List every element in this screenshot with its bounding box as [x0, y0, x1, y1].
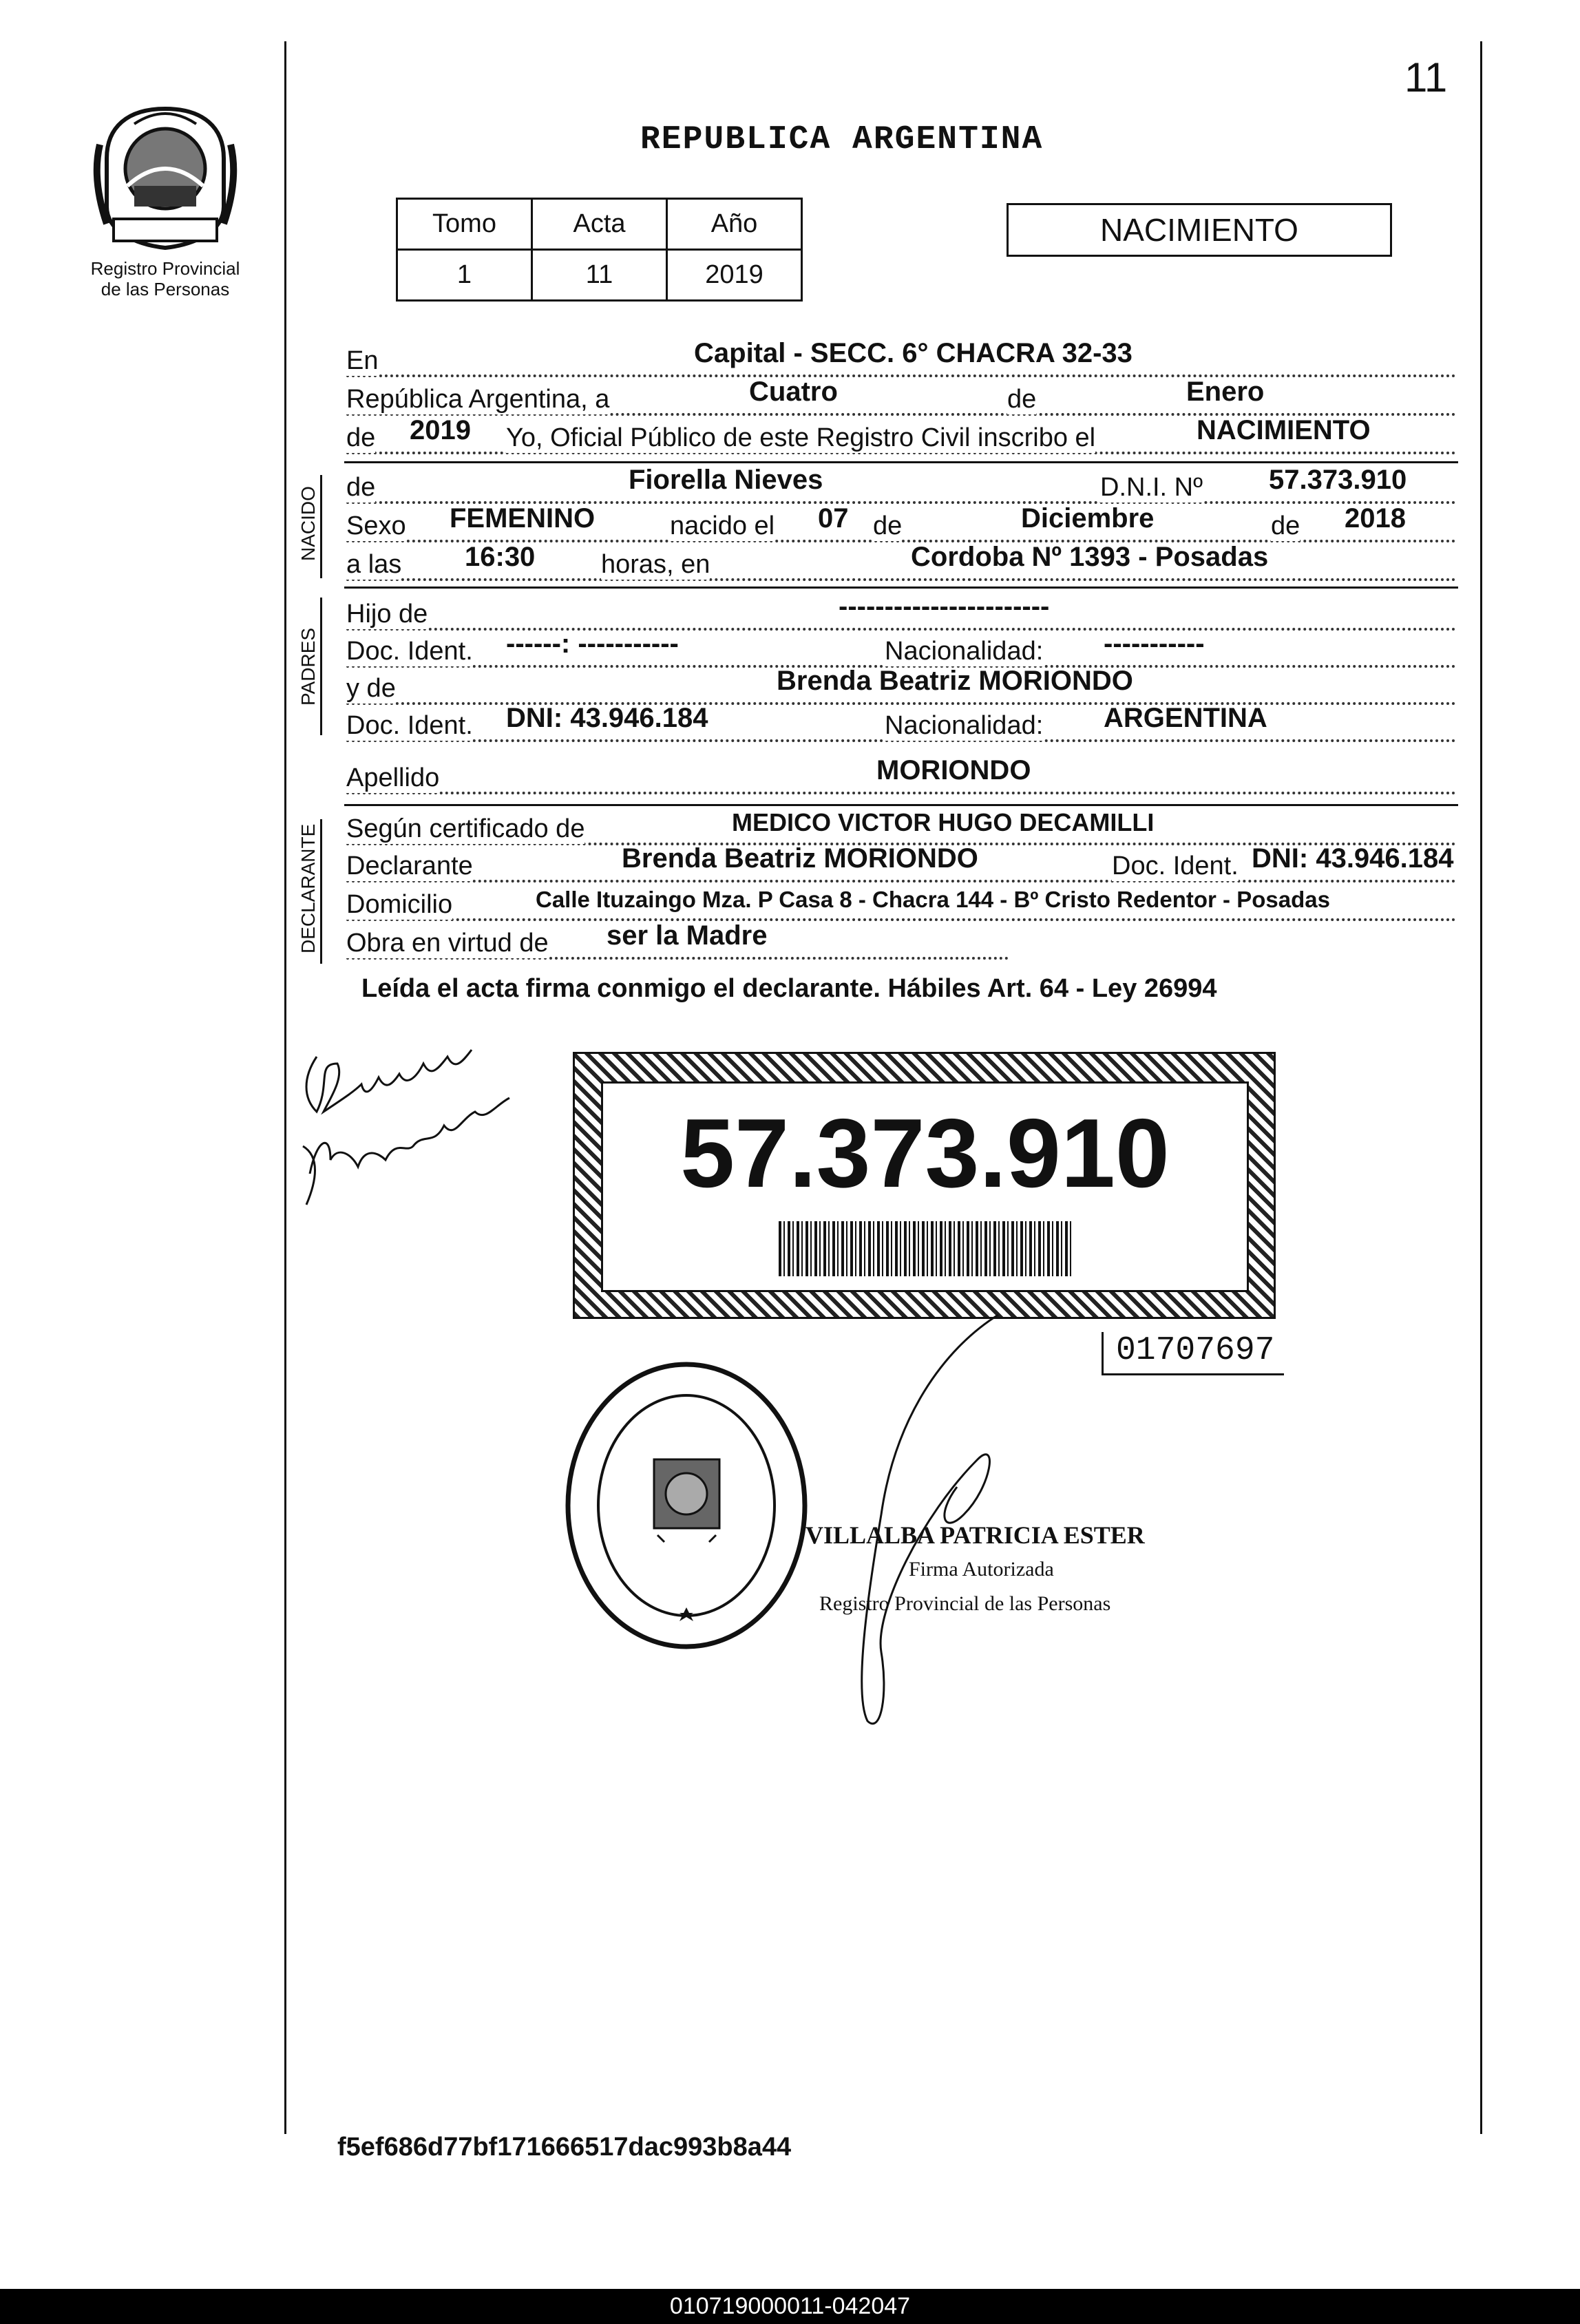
acta-header: Acta: [532, 199, 667, 250]
logo-caption-line1: Registro Provincial: [90, 258, 240, 279]
footer-code: 010719000011-042047: [0, 2289, 1580, 2324]
hora-value: 16:30: [465, 542, 536, 572]
oficial-text: Yo, Oficial Público de este Registro Civil inscribo el: [506, 423, 1096, 452]
row-domicilio: [346, 888, 1456, 925]
anio-value: 2019: [667, 250, 802, 301]
madre-value: Brenda Beatriz MORIONDO: [777, 666, 1133, 696]
hijo-label: Hijo de: [346, 600, 428, 628]
nacido-de-label: de: [346, 473, 376, 502]
row-lugar: [346, 338, 1456, 381]
de-label-2: de: [346, 423, 376, 452]
madre-nac-value: ARGENTINA: [1104, 703, 1267, 733]
certificado-value: MEDICO VICTOR HUGO DECAMILLI: [732, 808, 1155, 836]
page-number: 11: [1404, 54, 1448, 101]
padre-nac-value: -----------: [1104, 628, 1205, 659]
stamp-number: 01707697: [1102, 1332, 1284, 1375]
declarante-doc-label: Doc. Ident.: [1112, 852, 1239, 880]
declarant-signature: [289, 1036, 537, 1218]
en-label: En: [346, 346, 379, 375]
dni-sticker: [573, 1052, 1276, 1319]
dni-barcode: [779, 1221, 1071, 1276]
left-margin-line: [284, 41, 286, 2134]
nac-anio-value: 2018: [1345, 503, 1406, 534]
sexo-value: FEMENINO: [450, 503, 596, 534]
logo-caption: [69, 258, 262, 299]
nacido-el-label: nacido el: [670, 511, 775, 540]
domicilio-label: Domicilio: [346, 890, 453, 919]
row-hora: [346, 542, 1456, 585]
dni-value: 57.373.910: [1269, 465, 1407, 495]
declarante-side-line: [320, 819, 322, 964]
logo-caption-line2: de las Personas: [101, 279, 230, 299]
yde-label: y de: [346, 674, 396, 703]
separator-2: [344, 587, 1458, 589]
madre-doc-label: Doc. Ident.: [346, 711, 473, 740]
dni-label: D.N.I. Nº: [1100, 473, 1203, 502]
declarante-value: Brenda Beatriz MORIONDO: [622, 843, 978, 874]
nac-dia-value: 07: [818, 503, 849, 534]
madre-nac-label: Nacionalidad:: [885, 711, 1044, 740]
row-madre-doc: [346, 703, 1456, 746]
padre-doc-value: ------: -----------: [506, 628, 679, 659]
certificado-label: Según certificado de: [346, 814, 585, 843]
domicilio-value: Calle Ituzaingo Mza. P Casa 8 - Chacra 144 - Bº Cristo Redentor - Posadas: [536, 887, 1330, 912]
official-role: Firma Autorizada: [909, 1558, 1054, 1581]
lugar-value: Capital - SECC. 6° CHACRA 32-33: [694, 338, 1133, 368]
dia-value: Cuatro: [749, 377, 838, 407]
mes-value: Enero: [1186, 377, 1265, 407]
declarante-doc-value: DNI: 43.946.184: [1252, 843, 1454, 874]
apellido-label: Apellido: [346, 763, 440, 792]
official-block: [805, 1518, 1145, 1621]
row-fecha: [346, 377, 1456, 420]
padres-side-line: [320, 598, 322, 735]
registry-seal: [561, 1356, 812, 1659]
apellido-value: MORIONDO: [876, 755, 1031, 785]
acta-value: 11: [532, 250, 667, 301]
declarante-label: Declarante: [346, 852, 473, 880]
obra-label: Obra en virtud de: [346, 929, 549, 958]
separator-3: [344, 804, 1458, 806]
right-margin-line: [1480, 41, 1482, 2134]
tomo-acta-anio-table: [396, 198, 803, 302]
republica-label: República Argentina, a: [346, 385, 610, 414]
separator-1: [344, 461, 1458, 463]
alas-label: a las: [346, 550, 402, 579]
nacido-side-line: [320, 475, 322, 578]
declarante-section-label: DECLARANTE: [297, 823, 319, 953]
row-nombre: [346, 465, 1456, 508]
nac-de-label: de: [873, 511, 903, 540]
document-hash: f5ef686d77bf171666517dac993b8a44: [337, 2133, 792, 2162]
dni-sticker-number: 57.373.910: [680, 1099, 1170, 1208]
padre-nac-label: Nacionalidad:: [885, 637, 1044, 666]
de-label-1: de: [1007, 385, 1037, 414]
tomo-header: Tomo: [397, 199, 532, 250]
tomo-value: 1: [397, 250, 532, 301]
province-logo: [86, 103, 244, 251]
padres-section-label: PADRES: [297, 627, 319, 706]
nacido-section-label: NACIDO: [297, 486, 319, 561]
inscripcion-value: NACIMIENTO: [1197, 415, 1371, 445]
row-declarante: [346, 843, 1456, 887]
row-obra: [346, 920, 1456, 964]
padre-value: -----------------------: [839, 591, 1050, 622]
official-name: VILLALBA PATRICIA ESTER: [805, 1521, 1145, 1549]
row-sexo: [346, 503, 1456, 547]
document-title: REPUBLICA ARGENTINA: [640, 121, 1044, 158]
nac-mes-value: Diciembre: [1021, 503, 1155, 534]
row-apellido: [346, 755, 1456, 799]
padre-doc-label: Doc. Ident.: [346, 637, 473, 666]
anio-header: Año: [667, 199, 802, 250]
nombre-value: Fiorella Nieves: [629, 465, 823, 495]
anio-value-body: 2019: [410, 415, 471, 445]
obra-value: ser la Madre: [607, 920, 768, 951]
nac-lugar-value: Cordoba Nº 1393 - Posadas: [911, 542, 1269, 572]
act-type-box: NACIMIENTO: [1007, 203, 1392, 257]
horas-en-label: horas, en: [601, 550, 710, 579]
official-office: Registro Provincial de las Personas: [819, 1592, 1111, 1615]
nac-de-label-2: de: [1271, 511, 1300, 540]
sexo-label: Sexo: [346, 511, 406, 540]
row-inscripcion: [346, 415, 1456, 458]
leida-statement: Leída el acta firma conmigo el declarante. Hábiles Art. 64 - Ley 26994: [361, 974, 1217, 1003]
madre-doc-value: DNI: 43.946.184: [506, 703, 708, 733]
